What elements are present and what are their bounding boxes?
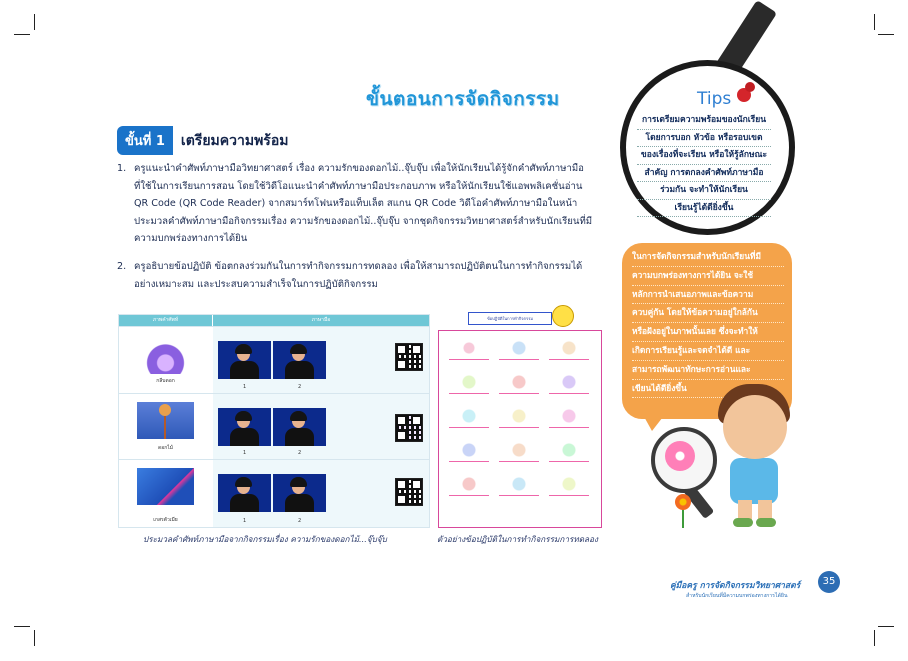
crop-mark (34, 630, 35, 646)
illustration (549, 473, 589, 496)
bubble-line: หรือฝังอยู่ในภาพนั้นเลย ซึ่งจะทำให้ (632, 323, 784, 342)
row-label: ดอกไม้ (157, 445, 174, 451)
tips-line: เรียนรู้ได้ดียิ่งขึ้น (637, 200, 771, 218)
sign-video-thumbnail[interactable] (218, 474, 271, 512)
footer-title: คู่มือครู การจัดกิจกรรมวิทยาศาสตร์ (670, 581, 801, 591)
speech-bubble-tail (642, 413, 666, 431)
pink-flower-icon (665, 441, 695, 471)
kid-shoe (733, 518, 753, 527)
tips-line: การเตรียมความพร้อมของนักเรียน (637, 112, 771, 130)
paragraph-line: ครูแนะนำคำศัพท์ภาษามือวิทยาศาสตร์ เรื่อง ความรักของดอกไม้..จุ๊บจุ๊บ เพื่อให้นักเรียนได้รู้จักคำศัพท์ภาษามือ (134, 163, 584, 174)
row-label: เกสรตัวเมีย (153, 517, 178, 523)
crop-mark (874, 14, 875, 30)
sheet-title: ข้อปฏิบัติในการทำกิจกรรม (468, 312, 552, 325)
flower-bloom (159, 404, 171, 416)
caption-right: ตัวอย่างข้อปฏิบัติในการทำกิจกรรมการทดลอง (437, 534, 598, 544)
table-row (119, 326, 429, 394)
row-label: กลีบดอก (156, 378, 175, 384)
petal-picture (137, 337, 194, 374)
table-row (119, 459, 429, 528)
video-number: 2 (298, 384, 302, 390)
paragraph-number: 1. (117, 163, 127, 174)
paragraph-line: ความบกพร่องทางการได้ยิน (134, 233, 248, 244)
sign-video-thumbnail[interactable] (218, 341, 271, 379)
tips-line: ของเรื่องที่จะเรียน หรือให้รู้ลักษณะ (637, 147, 771, 165)
bubble-line: เขียนได้ดียิ่งขึ้น (632, 380, 784, 399)
paragraph-line: ประมวลคำศัพท์ภาษามือกิจกรรมเรื่อง ความรักของดอกไม้..จุ๊บจุ๊บ จากชุดกิจกรรมวิทยาศาสตร์สำหรับนักเรียนที่มี (134, 215, 593, 227)
bubble-line: สามารถพัฒนาทักษะการอ่านและ (632, 361, 784, 380)
tips-label: Tips (697, 89, 732, 109)
paragraph-line: ที่ใช้ในการเรียนการสอน โดยใช้วิดีโอแนะนำคำศัพท์ภาษามือประกอบภาพ หรือให้นักเรียนใช้แอพพลิเคชั่นอ่าน (134, 180, 583, 192)
paragraph-line: QR Code (QR Code Reader) จากสมาร์ทโฟนหรือแท็บเล็ต สแกน QR Code วิดีโอคำศัพท์ภาษามือในหน้า (134, 198, 578, 209)
video-number: 1 (243, 384, 247, 390)
tips-line: โดยการบอก หัวข้อ หรือรอบเขต (637, 130, 771, 148)
illustration (449, 337, 489, 360)
orange-flower-icon (675, 494, 691, 510)
kid-shoe (756, 518, 776, 527)
tips-line: สำคัญ การตกลงคำศัพท์ภาษามือ (637, 165, 771, 183)
pistil-picture (137, 468, 194, 505)
step-badge: ขั้นที่ 1 (117, 126, 173, 155)
paragraph-number: 2. (117, 261, 127, 272)
illustration (549, 337, 589, 360)
flower-stem (164, 414, 166, 439)
speech-bubble-text (632, 248, 784, 398)
flower-stem (682, 508, 684, 528)
step-title: เตรียมความพร้อม (180, 132, 289, 149)
video-number: 1 (243, 450, 247, 456)
sign-video-thumbnail[interactable] (273, 474, 326, 512)
crop-mark (878, 626, 894, 627)
illustration (449, 473, 489, 496)
paragraph-2 (117, 258, 604, 293)
activity-rules-sheet (438, 330, 602, 528)
vocabulary-table (118, 314, 430, 528)
footer-subtitle: สำหรับนักเรียนที่มีความบกพร่องทางการได้ยิน (686, 593, 788, 599)
illustration (499, 439, 539, 462)
crop-mark (874, 630, 875, 646)
mascot-emblem-icon (552, 305, 574, 327)
crop-mark (34, 14, 35, 30)
video-number: 2 (298, 518, 302, 524)
page-title: ขั้นตอนการจัดกิจกรรม (366, 88, 560, 110)
qr-code[interactable] (395, 414, 423, 442)
paragraph-line: ครูอธิบายข้อปฏิบัติ ข้อตกลงร่วมกันในการทำกิจกรรมการทดลอง เพื่อให้สามารถปฏิบัติตนในการทำกิจกรรมได้ (134, 261, 583, 272)
step-heading (117, 126, 288, 155)
paragraph-line: อย่างเหมาะสม และประสบความสำเร็จในการปฏิบัติกิจกรรม (134, 278, 378, 290)
illustration (449, 371, 489, 394)
crop-mark (878, 34, 894, 35)
table-header-right: ภาษามือ (213, 315, 429, 326)
tips-line: ร่วมกัน จะทำให้นักเรียน (637, 182, 771, 200)
crop-mark (14, 626, 30, 627)
illustration (499, 473, 539, 496)
crop-mark (14, 34, 30, 35)
illustration (549, 439, 589, 462)
sign-video-thumbnail[interactable] (218, 408, 271, 446)
sign-video-thumbnail[interactable] (273, 408, 326, 446)
video-number: 2 (298, 450, 302, 456)
table-header-left: ภาพคำศัพท์ (119, 315, 212, 326)
kid-head (723, 395, 787, 459)
illustration (549, 405, 589, 428)
sign-video-thumbnail[interactable] (273, 341, 326, 379)
illustration (449, 439, 489, 462)
illustration (499, 337, 539, 360)
illustration (499, 371, 539, 394)
bubble-line: หลักการนำเสนอภาพและข้อความ (632, 286, 784, 305)
bubble-line: ความบกพร่องทางการได้ยิน จะใช้ (632, 267, 784, 286)
tips-text (637, 112, 771, 217)
red-flower-icon (745, 82, 755, 92)
illustration (549, 371, 589, 394)
kid-illustration (730, 458, 778, 504)
bubble-line: ควบคู่กัน โดยให้ข้อความอยู่ใกล้กัน (632, 304, 784, 323)
video-number: 1 (243, 518, 247, 524)
illustration (499, 405, 539, 428)
bubble-line: เกิดการเรียนรู้และจดจำได้ดี และ (632, 342, 784, 361)
paragraph-1 (117, 160, 604, 248)
qr-code[interactable] (395, 478, 423, 506)
caption-left: ประมวลคำศัพท์ภาษามือจากกิจกรรมเรื่อง ความรักของดอกไม้...จุ๊บจุ๊บ (143, 534, 387, 544)
illustration (449, 405, 489, 428)
page-number: 35 (818, 571, 840, 593)
bubble-line: ในการจัดกิจกรรมสำหรับนักเรียนที่มี (632, 248, 784, 267)
table-row (119, 393, 429, 460)
qr-code[interactable] (395, 343, 423, 371)
